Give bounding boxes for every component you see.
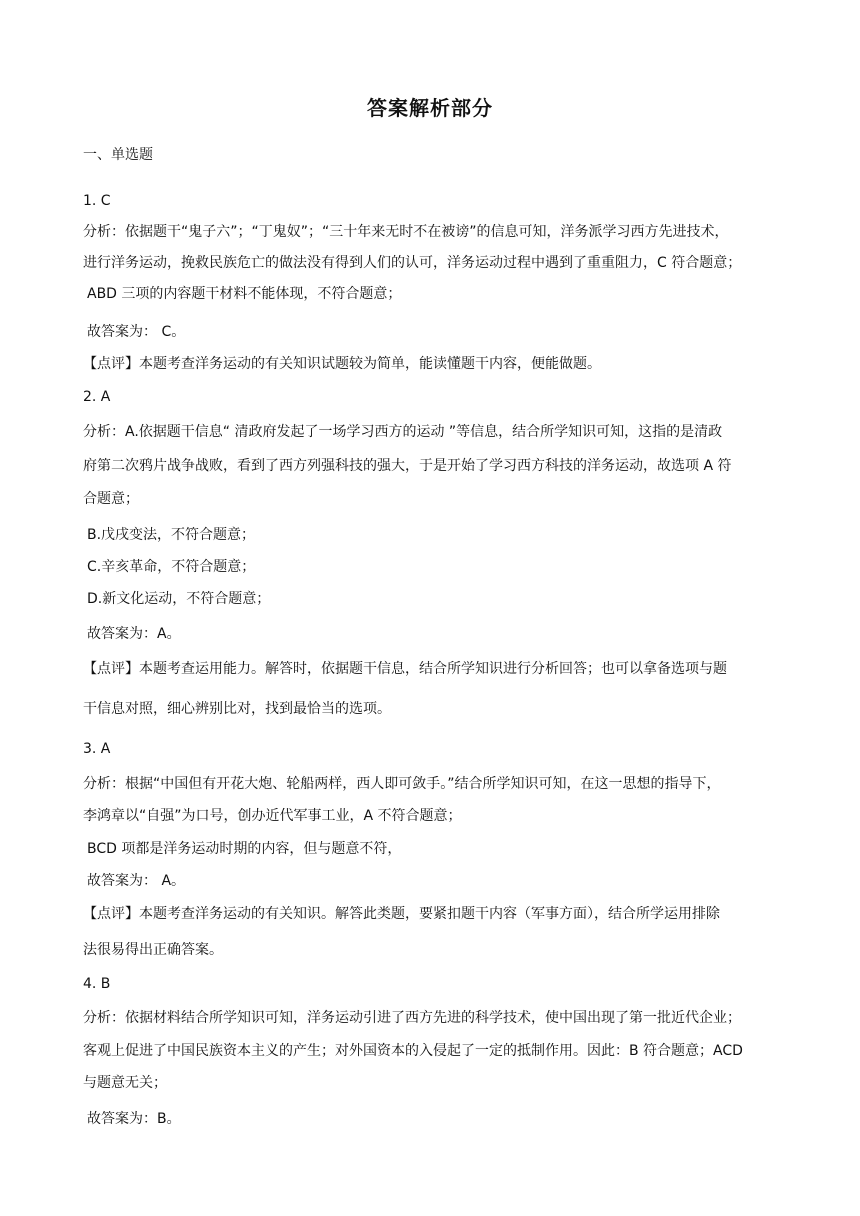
comment-text: 法很易得出正确答案。	[83, 942, 223, 958]
comment-text: 【点评】本题考查洋务运动的有关知识试题较为简单，能读懂题干内容，便能做题。	[83, 356, 601, 372]
analysis-text: BCD 项都是洋务运动时期的内容，但与题意不符，	[87, 841, 402, 857]
section-heading: 一、单选题	[83, 147, 153, 163]
question-number: 4. B	[83, 976, 111, 992]
comment-text: 干信息对照，细心辨别比对，找到最恰当的选项。	[83, 701, 391, 717]
analysis-text: 与题意无关；	[83, 1075, 167, 1091]
analysis-text: 分析：A.依据题干信息“ 清政府发起了一场学习西方的运动 ”等信息，结合所学知识可知，这指的是清政	[83, 424, 723, 440]
analysis-text: 分析：依据材料结合所学知识可知，洋务运动引进了西方先进的科学技术，使中国出现了第一批近代企业；	[83, 1010, 741, 1026]
comment-text: 【点评】本题考查洋务运动的有关知识。解答此类题，要紧扣题干内容（军事方面），结合所学运用排除	[83, 906, 720, 922]
answer-text: 故答案为：B。	[87, 1111, 181, 1127]
option-text: C.辛亥革命，不符合题意；	[87, 559, 256, 575]
analysis-text: 进行洋务运动，挽救民族危亡的做法没有得到人们的认可，洋务运动过程中遇到了重重阻力，C 符合题意；	[83, 255, 742, 271]
question-number: 2. A	[83, 389, 111, 405]
analysis-text: 李鸿章以“自强”为口号，创办近代军事工业，A 不符合题意；	[83, 808, 462, 824]
analysis-text: 分析：依据题干“鬼子六”；“丁鬼奴”；“三十年来无时不在被谤”的信息可知，洋务派学习西方先进技术，	[83, 224, 729, 240]
question-number: 3. A	[83, 741, 111, 757]
analysis-text: 府第二次鸦片战争战败，看到了西方列强科技的强大，于是开始了学习西方科技的洋务运动，故选项 A 符	[83, 458, 732, 474]
analysis-text: 合题意；	[83, 491, 139, 507]
comment-text: 【点评】本题考查运用能力。解答时，依据题干信息，结合所学知识进行分析回答；也可以拿备选项与题	[83, 661, 727, 677]
answer-text: 故答案为： A。	[87, 873, 186, 889]
option-text: B.戊戌变法，不符合题意；	[87, 527, 256, 543]
answer-text: 故答案为：A。	[87, 626, 181, 642]
analysis-text: 分析：根据“中国但有开花大炮、轮船两样，西人即可敛手。”结合所学知识可知，在这一思想的指导下，	[83, 776, 721, 792]
page-title: 答案解析部分	[367, 96, 493, 120]
analysis-text: 客观上促进了中国民族资本主义的产生；对外国资本的入侵起了一定的抵制作用。因此：B 符合题意；ACD	[83, 1043, 743, 1059]
question-number: 1. C	[83, 193, 111, 209]
analysis-text: ABD 三项的内容题干材料不能体现，不符合题意；	[87, 286, 402, 302]
option-text: D.新文化运动，不符合题意；	[87, 591, 271, 607]
answer-text: 故答案为： C。	[87, 324, 186, 340]
